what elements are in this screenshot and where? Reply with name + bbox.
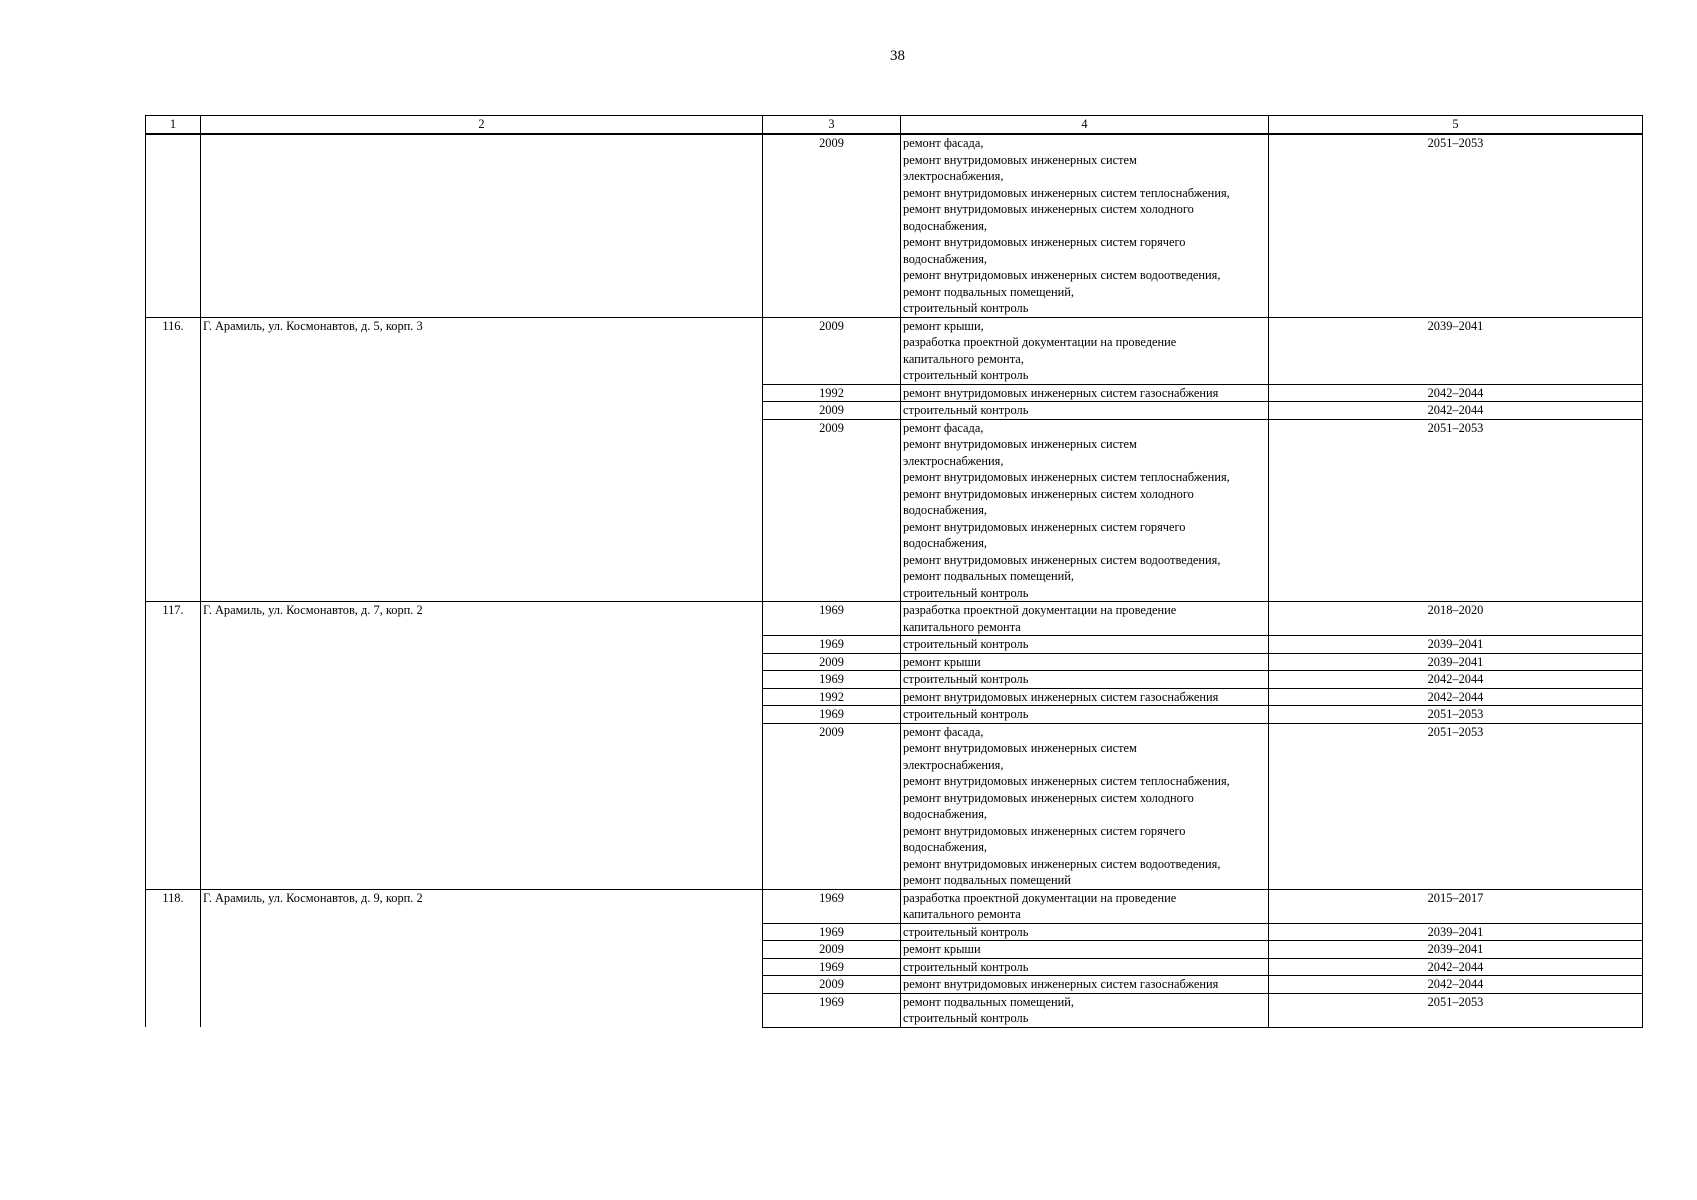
period-cell: 2042–2044 (1269, 671, 1643, 689)
work-line: капитального ремонта (903, 619, 1021, 634)
work-line: водоснабжения, (903, 840, 987, 854)
work-line: разработка проектной документации на проведение (903, 603, 1177, 617)
row-number-cell: 116. (146, 317, 201, 602)
work-line: электроснабжения, (903, 169, 1004, 183)
work-description-cell (901, 653, 1269, 671)
work-line: ремонт внутридомовых инженерных систем холодного (903, 202, 1194, 216)
work-line: капитального ремонта (903, 907, 1021, 921)
work-line: ремонт внутридомовых инженерных систем водоотведения, (903, 552, 1221, 567)
period-cell: 2039–2041 (1269, 636, 1643, 654)
table-row (146, 889, 1643, 923)
period-cell: 2039–2041 (1269, 923, 1643, 941)
work-line: ремонт внутридомовых инженерных систем водоотведения, (903, 268, 1221, 282)
work-description-cell (901, 706, 1269, 724)
work-description-cell (901, 976, 1269, 994)
year-cell: 1969 (763, 958, 901, 976)
address-cell: Г. Арамиль, ул. Космонавтов, д. 7, корп. 2 (201, 602, 763, 890)
period-cell: 2042–2044 (1269, 976, 1643, 994)
work-description-cell (901, 134, 1269, 317)
work-line: электроснабжения, (903, 453, 1004, 468)
work-description-cell (901, 419, 1269, 602)
header-col-5: 5 (1269, 116, 1643, 135)
period-cell: 2039–2041 (1269, 653, 1643, 671)
header-col-3: 3 (763, 116, 901, 135)
work-line: строительный контроль (903, 959, 1029, 974)
work-line: водоснабжения, (903, 251, 987, 266)
work-line: ремонт внутридомовых инженерных систем (903, 152, 1137, 167)
year-cell: 1969 (763, 706, 901, 724)
work-line: ремонт крыши, (903, 318, 984, 333)
work-line: водоснабжения, (903, 536, 987, 550)
period-cell: 2051–2053 (1269, 134, 1643, 317)
table-row (146, 602, 1643, 636)
work-line: ремонт внутридомовых инженерных систем горячего (903, 823, 1186, 838)
work-description-cell (901, 889, 1269, 923)
year-cell: 1969 (763, 602, 901, 636)
work-line: ремонт крыши (903, 654, 981, 669)
work-description-cell (901, 317, 1269, 384)
work-line: строительный контроль (903, 707, 1029, 721)
work-line: разработка проектной документации на проведение (903, 890, 1177, 905)
work-line: ремонт фасада, (903, 724, 984, 739)
work-line: ремонт внутридомовых инженерных систем теплоснабжения, (903, 774, 1230, 788)
work-line: ремонт внутридомовых инженерных систем (903, 437, 1137, 451)
work-description-cell (901, 723, 1269, 889)
work-line: ремонт внутридомовых инженерных систем теплоснабжения, (903, 185, 1230, 200)
work-description-cell (901, 402, 1269, 420)
table-row (146, 134, 1643, 317)
period-cell: 2042–2044 (1269, 402, 1643, 420)
address-cell: Г. Арамиль, ул. Космонавтов, д. 9, корп. 2 (201, 889, 763, 1027)
work-line: строительный контроль (903, 1011, 1029, 1025)
year-cell: 1969 (763, 923, 901, 941)
work-line: ремонт внутридомовых инженерных систем газоснабжения (903, 689, 1219, 704)
work-line: капитального ремонта, (903, 351, 1024, 366)
work-line: строительный контроль (903, 924, 1029, 939)
header-col-4: 4 (901, 116, 1269, 135)
work-line: ремонт внутридомовых инженерных систем холодного (903, 486, 1194, 501)
work-line: строительный контроль (903, 301, 1029, 315)
table-row (146, 317, 1643, 384)
work-description-cell (901, 941, 1269, 959)
year-cell: 2009 (763, 134, 901, 317)
work-line: ремонт внутридомовых инженерных систем теплоснабжения, (903, 470, 1230, 484)
year-cell: 2009 (763, 941, 901, 959)
period-cell: 2042–2044 (1269, 384, 1643, 402)
year-cell: 2009 (763, 723, 901, 889)
year-cell: 1969 (763, 993, 901, 1027)
work-description-cell (901, 636, 1269, 654)
work-line: водоснабжения, (903, 503, 987, 517)
address-cell: Г. Арамиль, ул. Космонавтов, д. 5, корп. 3 (201, 317, 763, 602)
work-line: ремонт подвальных помещений, (903, 284, 1074, 299)
year-cell: 2009 (763, 317, 901, 384)
work-description-cell (901, 671, 1269, 689)
work-line: строительный контроль (903, 672, 1029, 686)
year-cell: 2009 (763, 976, 901, 994)
work-description-cell (901, 923, 1269, 941)
period-cell: 2042–2044 (1269, 688, 1643, 706)
capital-repair-table (145, 115, 1643, 1028)
work-line: разработка проектной документации на проведение (903, 335, 1177, 349)
work-description-cell (901, 384, 1269, 402)
work-line: строительный контроль (903, 637, 1029, 651)
work-line: ремонт крыши (903, 942, 981, 956)
row-number-cell (146, 134, 201, 317)
work-line: ремонт внутридомовых инженерных систем газоснабжения (903, 385, 1219, 400)
work-line: водоснабжения, (903, 807, 987, 821)
work-line: ремонт фасада, (903, 136, 984, 150)
year-cell: 1969 (763, 889, 901, 923)
period-cell: 2042–2044 (1269, 958, 1643, 976)
work-description-cell (901, 993, 1269, 1027)
work-line: ремонт подвальных помещений, (903, 569, 1074, 583)
period-cell: 2039–2041 (1269, 317, 1643, 384)
period-cell: 2018–2020 (1269, 602, 1643, 636)
year-cell: 1969 (763, 636, 901, 654)
period-cell: 2051–2053 (1269, 706, 1643, 724)
page-number: 38 (890, 48, 905, 64)
work-line: ремонт внутридомовых инженерных систем водоотведения, (903, 856, 1221, 871)
period-cell: 2051–2053 (1269, 993, 1643, 1027)
work-line: ремонт внутридомовых инженерных систем газоснабжения (903, 977, 1219, 991)
header-row (146, 116, 1643, 135)
work-line: ремонт подвальных помещений, (903, 994, 1074, 1009)
year-cell: 2009 (763, 419, 901, 602)
work-line: ремонт фасада, (903, 420, 984, 435)
work-line: строительный контроль (903, 403, 1029, 417)
period-cell: 2051–2053 (1269, 419, 1643, 602)
work-description-cell (901, 958, 1269, 976)
period-cell: 2051–2053 (1269, 723, 1643, 889)
header-col-2: 2 (201, 116, 763, 135)
work-description-cell (901, 688, 1269, 706)
table-header (146, 116, 1643, 135)
row-number-cell: 117. (146, 602, 201, 890)
table-body (146, 134, 1643, 1027)
period-cell: 2015–2017 (1269, 889, 1643, 923)
year-cell: 1969 (763, 671, 901, 689)
work-line: строительный контроль (903, 585, 1029, 600)
work-line: ремонт внутридомовых инженерных систем (903, 741, 1137, 755)
period-cell: 2039–2041 (1269, 941, 1643, 959)
year-cell: 2009 (763, 653, 901, 671)
header-col-1: 1 (146, 116, 201, 135)
work-line: электроснабжения, (903, 757, 1004, 772)
work-line: ремонт подвальных помещений (903, 873, 1071, 887)
year-cell: 1992 (763, 688, 901, 706)
year-cell: 2009 (763, 402, 901, 420)
work-description-cell (901, 602, 1269, 636)
work-line: ремонт внутридомовых инженерных систем горячего (903, 519, 1186, 534)
work-line: ремонт внутридомовых инженерных систем холодного (903, 790, 1194, 805)
work-line: ремонт внутридомовых инженерных систем горячего (903, 235, 1186, 249)
year-cell: 1992 (763, 384, 901, 402)
row-number-cell: 118. (146, 889, 201, 1027)
address-cell (201, 134, 763, 317)
work-line: водоснабжения, (903, 218, 987, 233)
work-line: строительный контроль (903, 368, 1029, 382)
